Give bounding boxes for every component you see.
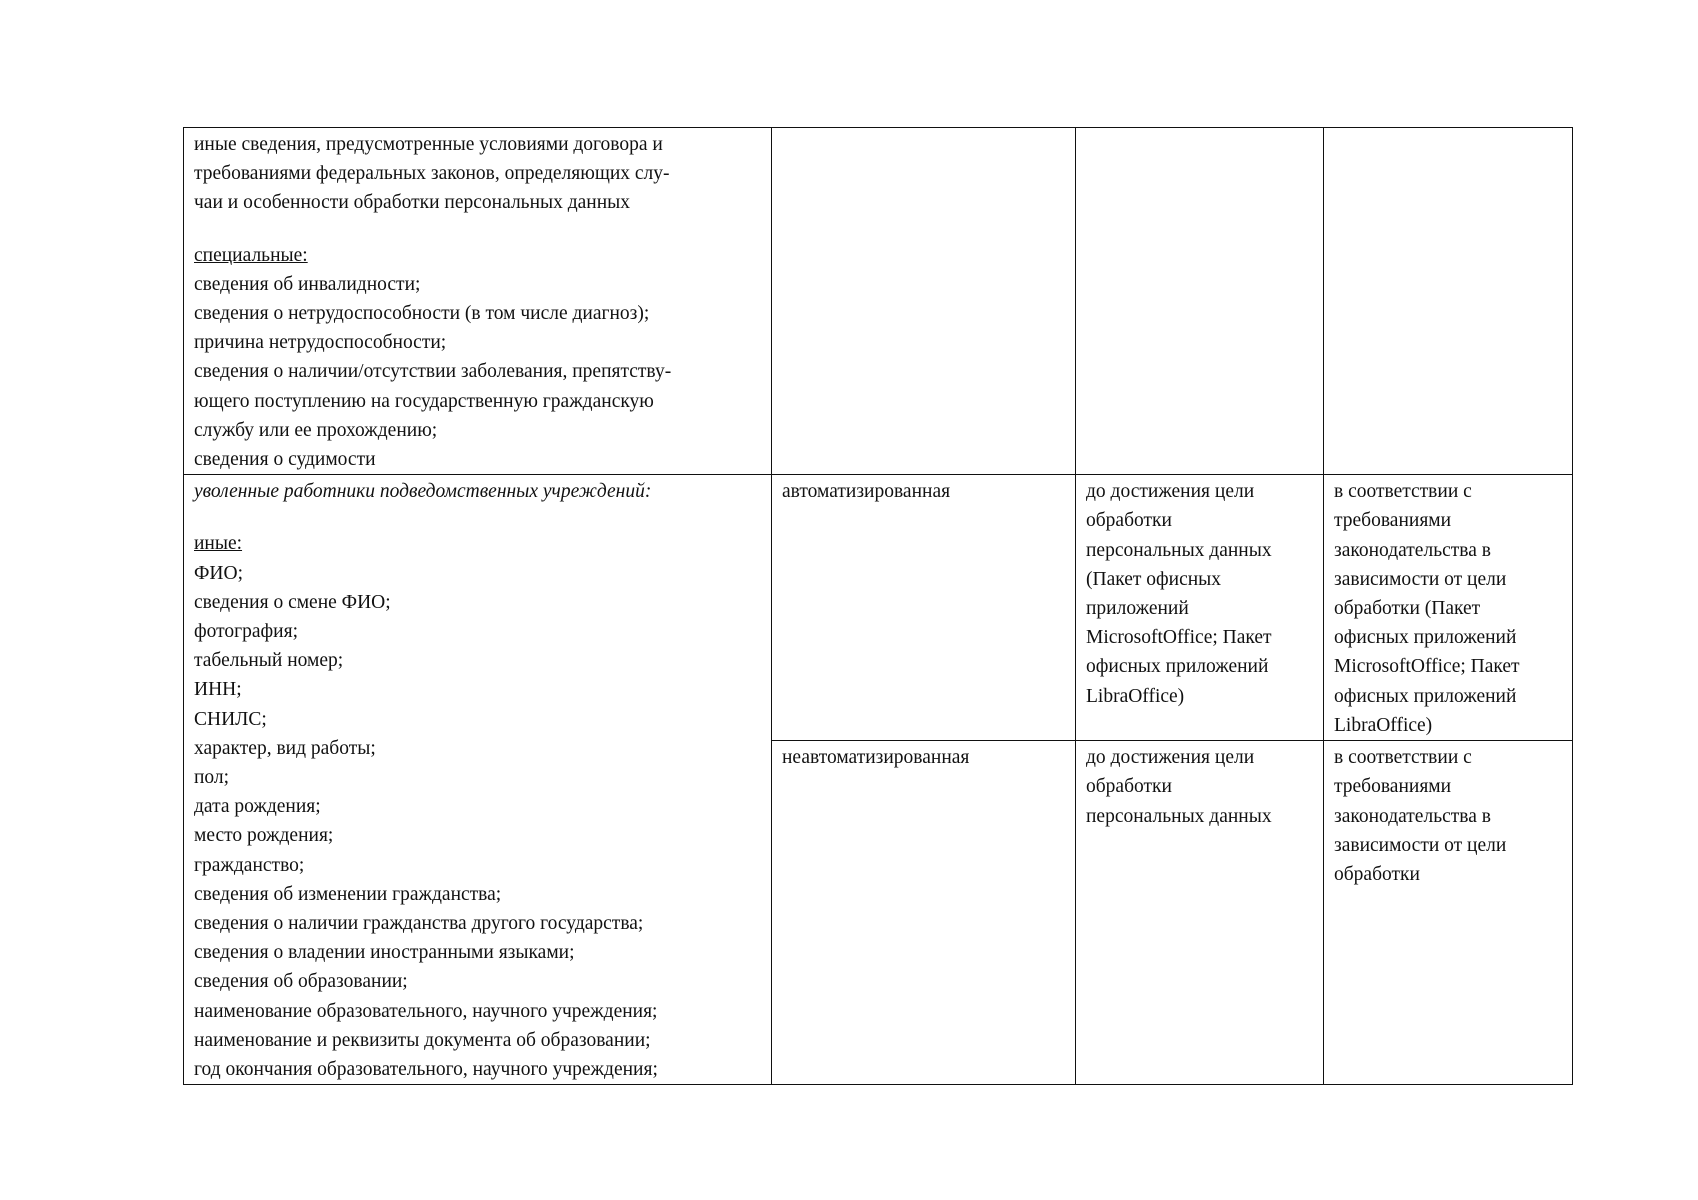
term-line: обработки [1086, 510, 1172, 532]
storage-line: обработки [1334, 864, 1420, 886]
term-line: до достижения цели [1086, 481, 1255, 503]
data-line: наименование образовательного, научного учреждения; [194, 1000, 658, 1022]
term-line: персональных данных [1086, 539, 1272, 561]
processing-method: неавтоматизированная [782, 747, 970, 769]
term-cell [1076, 741, 1324, 1085]
special-line: сведения о наличии/отсутствии заболевания, препятству- [194, 361, 672, 383]
data-line: сведения о смене ФИО; [194, 591, 391, 613]
method-cell [772, 128, 1076, 475]
data-line: сведения об образовании; [194, 971, 408, 993]
storage-line: офисных приложений [1334, 627, 1517, 649]
table-row [184, 475, 1573, 741]
data-line: сведения об изменении гражданства; [194, 883, 502, 905]
special-line: службу или ее прохождению; [194, 419, 438, 441]
storage-line: офисных приложений [1334, 685, 1517, 707]
category-cell [184, 128, 772, 475]
data-line: СНИЛС; [194, 708, 267, 730]
data-line: место рождения; [194, 825, 334, 847]
data-line: сведения о владении иностранными языками; [194, 942, 575, 964]
data-line: наименование и реквизиты документа об образовании; [194, 1029, 651, 1051]
other-heading: иные: [194, 533, 243, 555]
method-cell [772, 741, 1076, 1085]
term-line: MicrosoftOffice; Пакет [1086, 627, 1272, 649]
storage-line: зависимости от цели [1334, 568, 1507, 590]
data-line: год окончания образовательного, научного учреждения; [194, 1059, 658, 1081]
storage-line: MicrosoftOffice; Пакет [1334, 656, 1520, 678]
storage-line: законодательства в [1334, 805, 1491, 827]
term-line: обработки [1086, 776, 1172, 798]
processing-method: автоматизированная [782, 481, 951, 503]
data-line: табельный номер; [194, 650, 344, 672]
storage-line: в соответствии с [1334, 747, 1472, 769]
method-cell [772, 475, 1076, 741]
data-line: сведения о наличии гражданства другого государства; [194, 913, 644, 935]
special-line: ющего поступлению на государственную гражданскую [194, 390, 654, 412]
storage-line: законодательства в [1334, 539, 1491, 561]
term-line: LibraOffice) [1086, 685, 1185, 707]
special-line: причина нетрудоспособности; [194, 332, 447, 354]
term-line: до достижения цели [1086, 747, 1255, 769]
storage-cell [1324, 741, 1573, 1085]
data-line: характер, вид работы; [194, 737, 376, 759]
data-line: ФИО; [194, 562, 243, 584]
storage-line: LibraOffice) [1334, 714, 1433, 736]
category-line: иные сведения, предусмотренные условиями договора и [194, 134, 663, 155]
storage-line: зависимости от цели [1334, 834, 1507, 856]
storage-line: в соответствии с [1334, 481, 1472, 503]
term-line: (Пакет офисных [1086, 568, 1222, 590]
special-line: сведения о судимости [194, 449, 376, 471]
term-cell [1076, 475, 1324, 741]
data-line: ИНН; [194, 679, 242, 701]
category-line: чаи и особенности обработки персональных данных [194, 192, 631, 214]
data-line: фотография; [194, 621, 299, 643]
blank-line [194, 506, 761, 529]
storage-cell [1324, 128, 1573, 475]
term-cell [1076, 128, 1324, 475]
storage-line: обработки (Пакет [1334, 598, 1481, 620]
term-line: персональных данных [1086, 805, 1272, 827]
special-line: сведения об инвалидности; [194, 273, 421, 295]
category-line: требованиями федеральных законов, определяющих слу- [194, 163, 670, 185]
data-line: дата рождения; [194, 796, 321, 818]
special-heading: специальные: [194, 244, 308, 266]
data-line: пол; [194, 767, 230, 789]
blank-line [194, 218, 761, 241]
storage-line: требованиями [1334, 776, 1452, 798]
table-row [184, 128, 1573, 475]
term-line: приложений [1086, 598, 1189, 620]
group-title: уволенные работники подведомственных учреждений: [194, 481, 652, 503]
storage-cell [1324, 475, 1573, 741]
category-cell [184, 475, 772, 1085]
data-line: гражданство; [194, 854, 305, 876]
term-line: офисных приложений [1086, 656, 1269, 678]
storage-line: требованиями [1334, 510, 1452, 532]
personal-data-table [183, 127, 1573, 1085]
special-line: сведения о нетрудоспособности (в том числе диагноз); [194, 303, 650, 325]
